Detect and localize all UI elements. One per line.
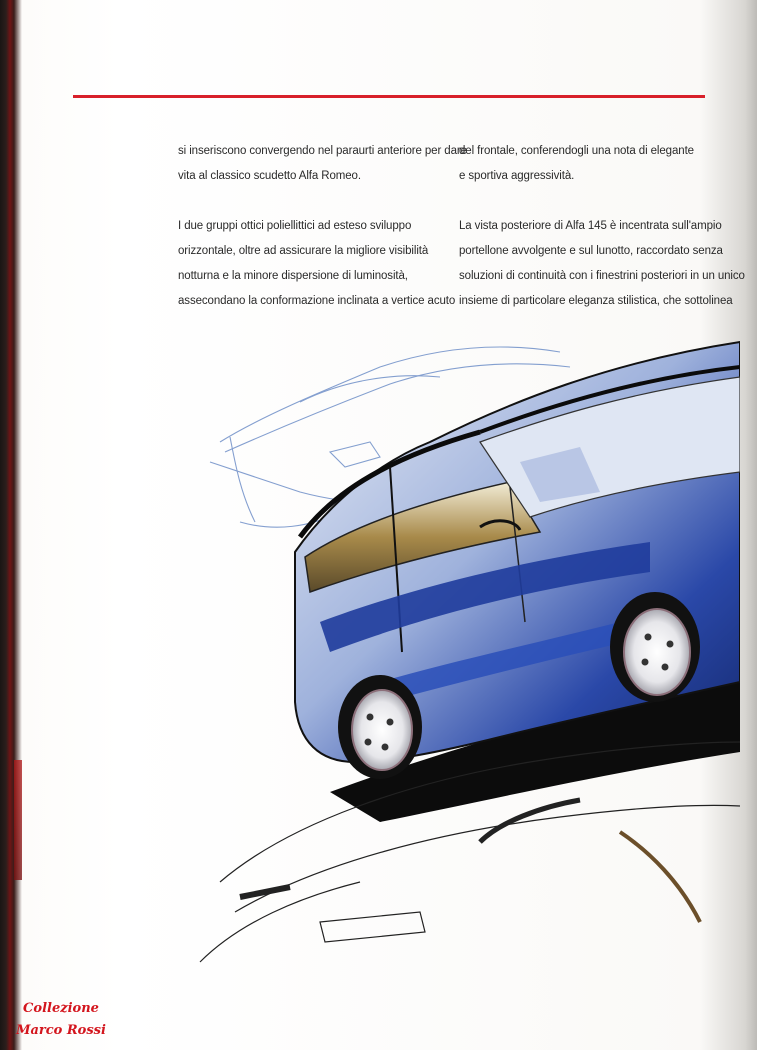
left-line: orizzontale, oltre ad assicurare la migliore visibilità <box>178 245 429 257</box>
right-line: insieme di particolare eleganza stilistica, che sottolinea <box>459 295 733 307</box>
left-line: notturna e la minore dispersione di luminosità, <box>178 270 408 282</box>
left-line: si inseriscono convergendo nel paraurti anteriore per dare <box>178 145 467 157</box>
book-spine <box>14 760 22 880</box>
left-line: vita al classico scudetto Alfa Romeo. <box>178 170 361 182</box>
front-wheel <box>338 675 422 779</box>
header-red-rule <box>73 95 705 98</box>
left-line: assecondano la conformazione inclinata a vertice acuto <box>178 295 456 307</box>
rear-wheel <box>610 592 700 702</box>
watermark-line-1: Collezione <box>23 1001 99 1016</box>
right-line: e sportiva aggressività. <box>459 170 575 182</box>
text-column-left <box>178 139 467 314</box>
collection-watermark <box>6 998 116 1042</box>
right-line: La vista posteriore di Alfa 145 è incentrata sull'ampio <box>459 220 722 232</box>
right-line: portellone avvolgente e sul lunotto, raccordato senza <box>459 245 723 257</box>
left-line: I due gruppi ottici poliellittici ad esteso sviluppo <box>178 220 412 232</box>
watermark-line-2: Marco Rossi <box>16 1023 106 1038</box>
right-line: del frontale, conferendogli una nota di elegante <box>459 145 694 157</box>
car-sketch-illustration <box>180 322 740 972</box>
right-line: soluzioni di continuità con i finestrini posteriori in un unico <box>459 270 745 282</box>
text-column-right <box>459 139 745 314</box>
